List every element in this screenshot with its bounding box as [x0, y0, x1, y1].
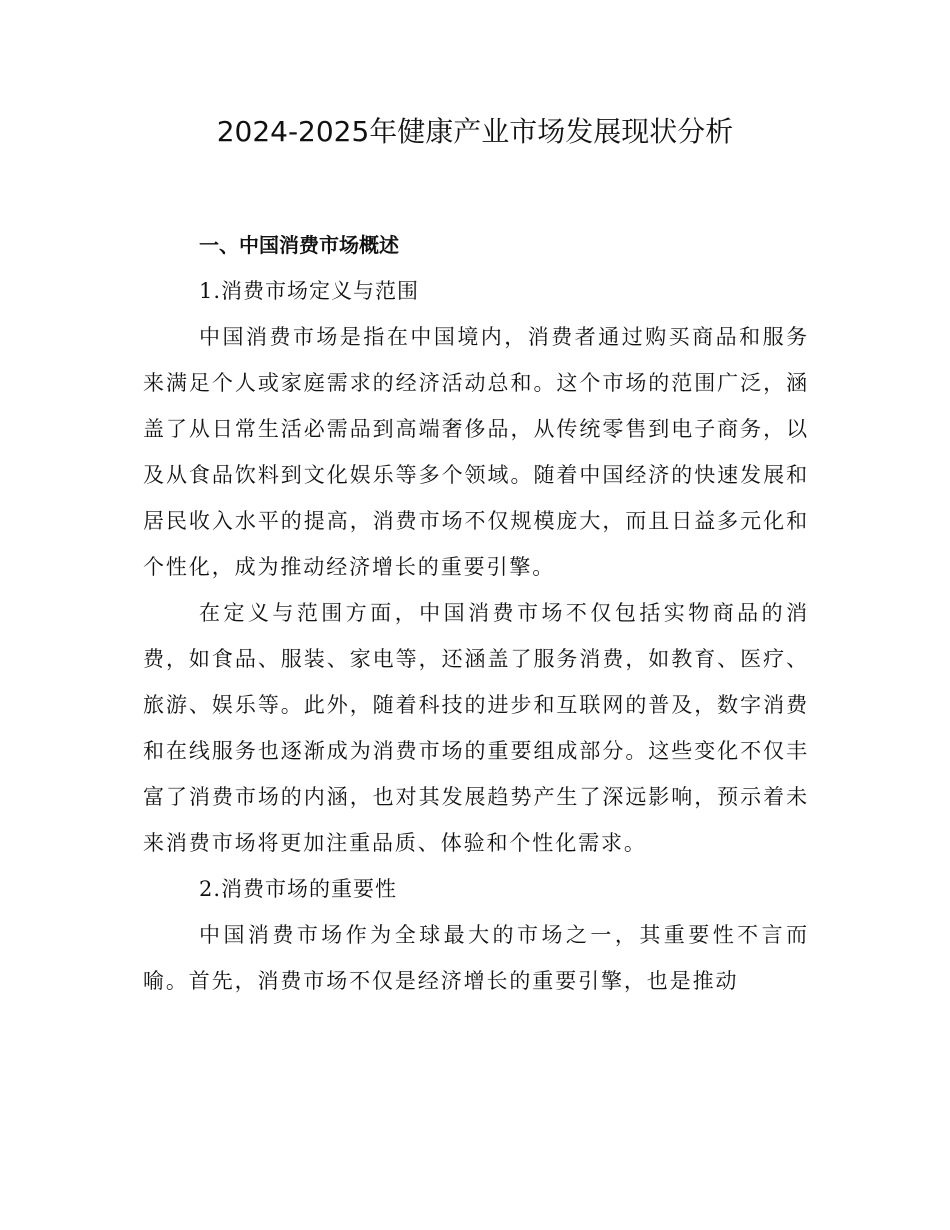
document-body: [143, 222, 809, 1004]
body-paragraph: 中国消费市场是指在中国境内，消费者通过购买商品和服务来满足个人或家庭需求的经济活动总和。这个市场的范围广泛，涵盖了从日常生活必需品到高端奢侈品，从传统零售到电子商务，以及从食品饮料到文化娱乐等多个领域。随着中国经济的快速发展和居民收入水平的提高，消费市场不仅规模庞大，而且日益多元化和个性化，成为推动经济增长的重要引擎。: [143, 325, 809, 579]
subsection-heading-importance: 2.消费市场的重要性: [199, 877, 398, 901]
body-paragraph: 在定义与范围方面，中国消费市场不仅包括实物商品的消费，如食品、服装、家电等，还涵盖了服务消费，如教育、医疗、旅游、娱乐等。此外，随着科技的进步和互联网的普及，数字消费和在线服务也逐渐成为消费市场的重要组成部分。这些变化不仅丰富了消费市场的内涵，也对其发展趋势产生了深远影响，预示着未来消费市场将更加注重品质、体验和个性化需求。: [143, 601, 809, 855]
document-title: 2024-2025年健康产业市场发展现状分析: [216, 115, 734, 148]
subsection-heading-definition: 1.消费市场定义与范围: [199, 279, 420, 303]
body-paragraph: 中国消费市场作为全球最大的市场之一，其重要性不言而喻。首先，消费市场不仅是经济增长的重要引擎，也是推动: [143, 923, 809, 993]
section-heading: 一、中国消费市场概述: [199, 233, 399, 257]
